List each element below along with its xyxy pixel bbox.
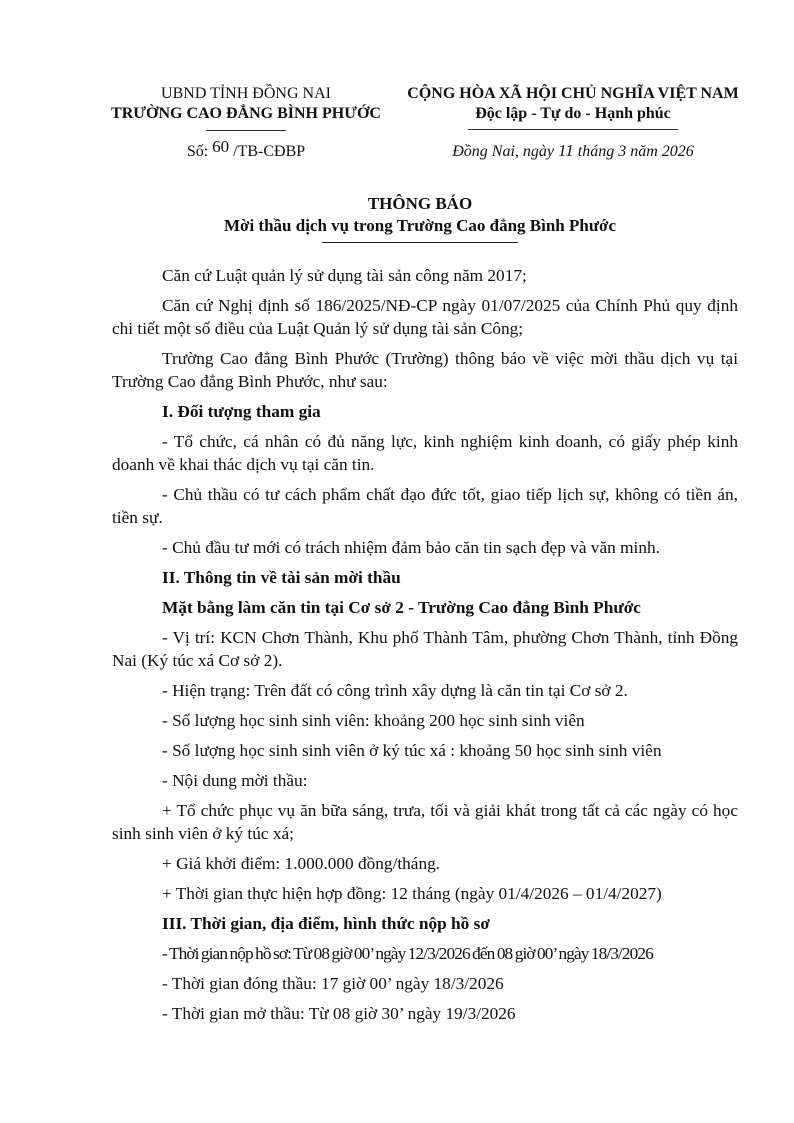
document-title-block xyxy=(120,193,720,243)
legal-basis-2: Căn cứ Nghị định số 186/2025/NĐ-CP ngày 01/07/2025 của Chính Phủ quy định chi tiết một số điều của Luật Quản lý sử dụng tài sản Công; xyxy=(112,296,738,338)
bid-starting-price: + Giá khởi điểm: 1.000.000 đồng/tháng. xyxy=(162,854,441,873)
participant-item-1: - Tổ chức, cá nhân có đủ năng lực, kinh nghiệm kinh doanh, có giấy phép kinh doanh về khai thác dịch vụ tại căn tin. xyxy=(112,432,738,474)
place-date-suffix: tháng 3 năm 2026 xyxy=(577,143,694,160)
document-subtitle: Mời thầu dịch vụ trong Trường Cao đẳng Bình Phước xyxy=(223,216,617,235)
legal-basis-1: Căn cứ Luật quản lý sử dụng tài sản công năm 2017; xyxy=(162,266,527,285)
bid-opening-time: - Thời gian mở thầu: Từ 08 giờ 30’ ngày 19/3/2026 xyxy=(162,1004,516,1023)
contract-duration: + Thời gian thực hiện hợp đồng: 12 tháng (ngày 01/4/2026 – 01/4/2027) xyxy=(162,884,662,903)
document-title: THÔNG BÁO xyxy=(367,194,473,213)
asset-status: - Hiện trạng: Trên đất có công trình xây dựng là căn tin tại Cơ sở 2. xyxy=(162,681,628,700)
bid-closing-time: - Thời gian đóng thầu: 17 giờ 00’ ngày 18/3/2026 xyxy=(162,974,504,993)
bid-content-meals: + Tổ chức phục vụ ăn bữa sáng, trưa, tối và giải khát trong tất cả các ngày có học sinh sinh viên ở ký túc xá; xyxy=(112,801,738,843)
asset-location: - Vị trí: KCN Chơn Thành, Khu phố Thành Tâm, phường Chơn Thành, tỉnh Đồng Nai (Ký túc xá Cơ sở 2). xyxy=(112,628,738,670)
submission-period: - Thời gian nộp hồ sơ: Từ 08 giờ 00’ ngày 12/3/2026 đến 08 giờ 00’ ngày 18/3/2026 xyxy=(162,944,653,963)
number-value: 60 xyxy=(212,137,230,156)
place-date-prefix: Đồng Nai, ngày xyxy=(452,143,555,160)
school-name: TRƯỜNG CAO ĐẲNG BÌNH PHƯỚC xyxy=(111,105,381,122)
section-heading-2: II. Thông tin về tài sản mời thầu xyxy=(162,568,401,587)
document-number xyxy=(104,137,388,162)
bid-content-label: - Nội dung mời thầu: xyxy=(162,771,308,790)
authority-name: UBND TỈNH ĐỒNG NAI xyxy=(161,85,331,102)
number-suffix: /TB-CĐBP xyxy=(233,143,306,160)
national-header-block xyxy=(398,84,748,162)
section-heading-1: I. Đối tượng tham gia xyxy=(162,402,321,421)
asset-subheading: Mặt bằng làm căn tin tại Cơ sở 2 - Trường Cao đẳng Bình Phước xyxy=(162,598,641,617)
place-date xyxy=(398,141,748,162)
document-body xyxy=(112,264,738,1032)
country-name: CỘNG HÒA XÃ HỘI CHỦ NGHĨA VIỆT NAM xyxy=(407,85,739,102)
authority-divider xyxy=(206,130,286,131)
title-divider xyxy=(322,242,518,243)
participant-item-3: - Chủ đầu tư mới có trách nhiệm đảm bảo căn tin sạch đẹp và văn minh. xyxy=(162,538,660,557)
number-prefix: Số: xyxy=(186,143,209,160)
intro-paragraph: Trường Cao đẳng Bình Phước (Trường) thông báo về việc mời thầu dịch vụ tại Trường Cao đẳng Bình Phước, như sau: xyxy=(112,349,738,391)
participant-item-2: - Chủ thầu có tư cách phẩm chất đạo đức tốt, giao tiếp lịch sự, không có tiền án, tiền sự. xyxy=(112,485,738,527)
issuing-authority-block xyxy=(104,84,388,162)
dorm-student-count: - Số lượng học sinh sinh viên ở ký túc xá : khoảng 50 học sinh sinh viên xyxy=(162,741,662,760)
student-count: - Số lượng học sinh sinh viên: khoảng 200 học sinh sinh viên xyxy=(162,711,585,730)
date-day: 11 xyxy=(558,141,574,160)
national-motto: Độc lập - Tự do - Hạnh phúc xyxy=(475,105,671,122)
motto-divider xyxy=(468,129,678,130)
section-heading-3: III. Thời gian, địa điểm, hình thức nộp hồ sơ xyxy=(162,914,490,933)
